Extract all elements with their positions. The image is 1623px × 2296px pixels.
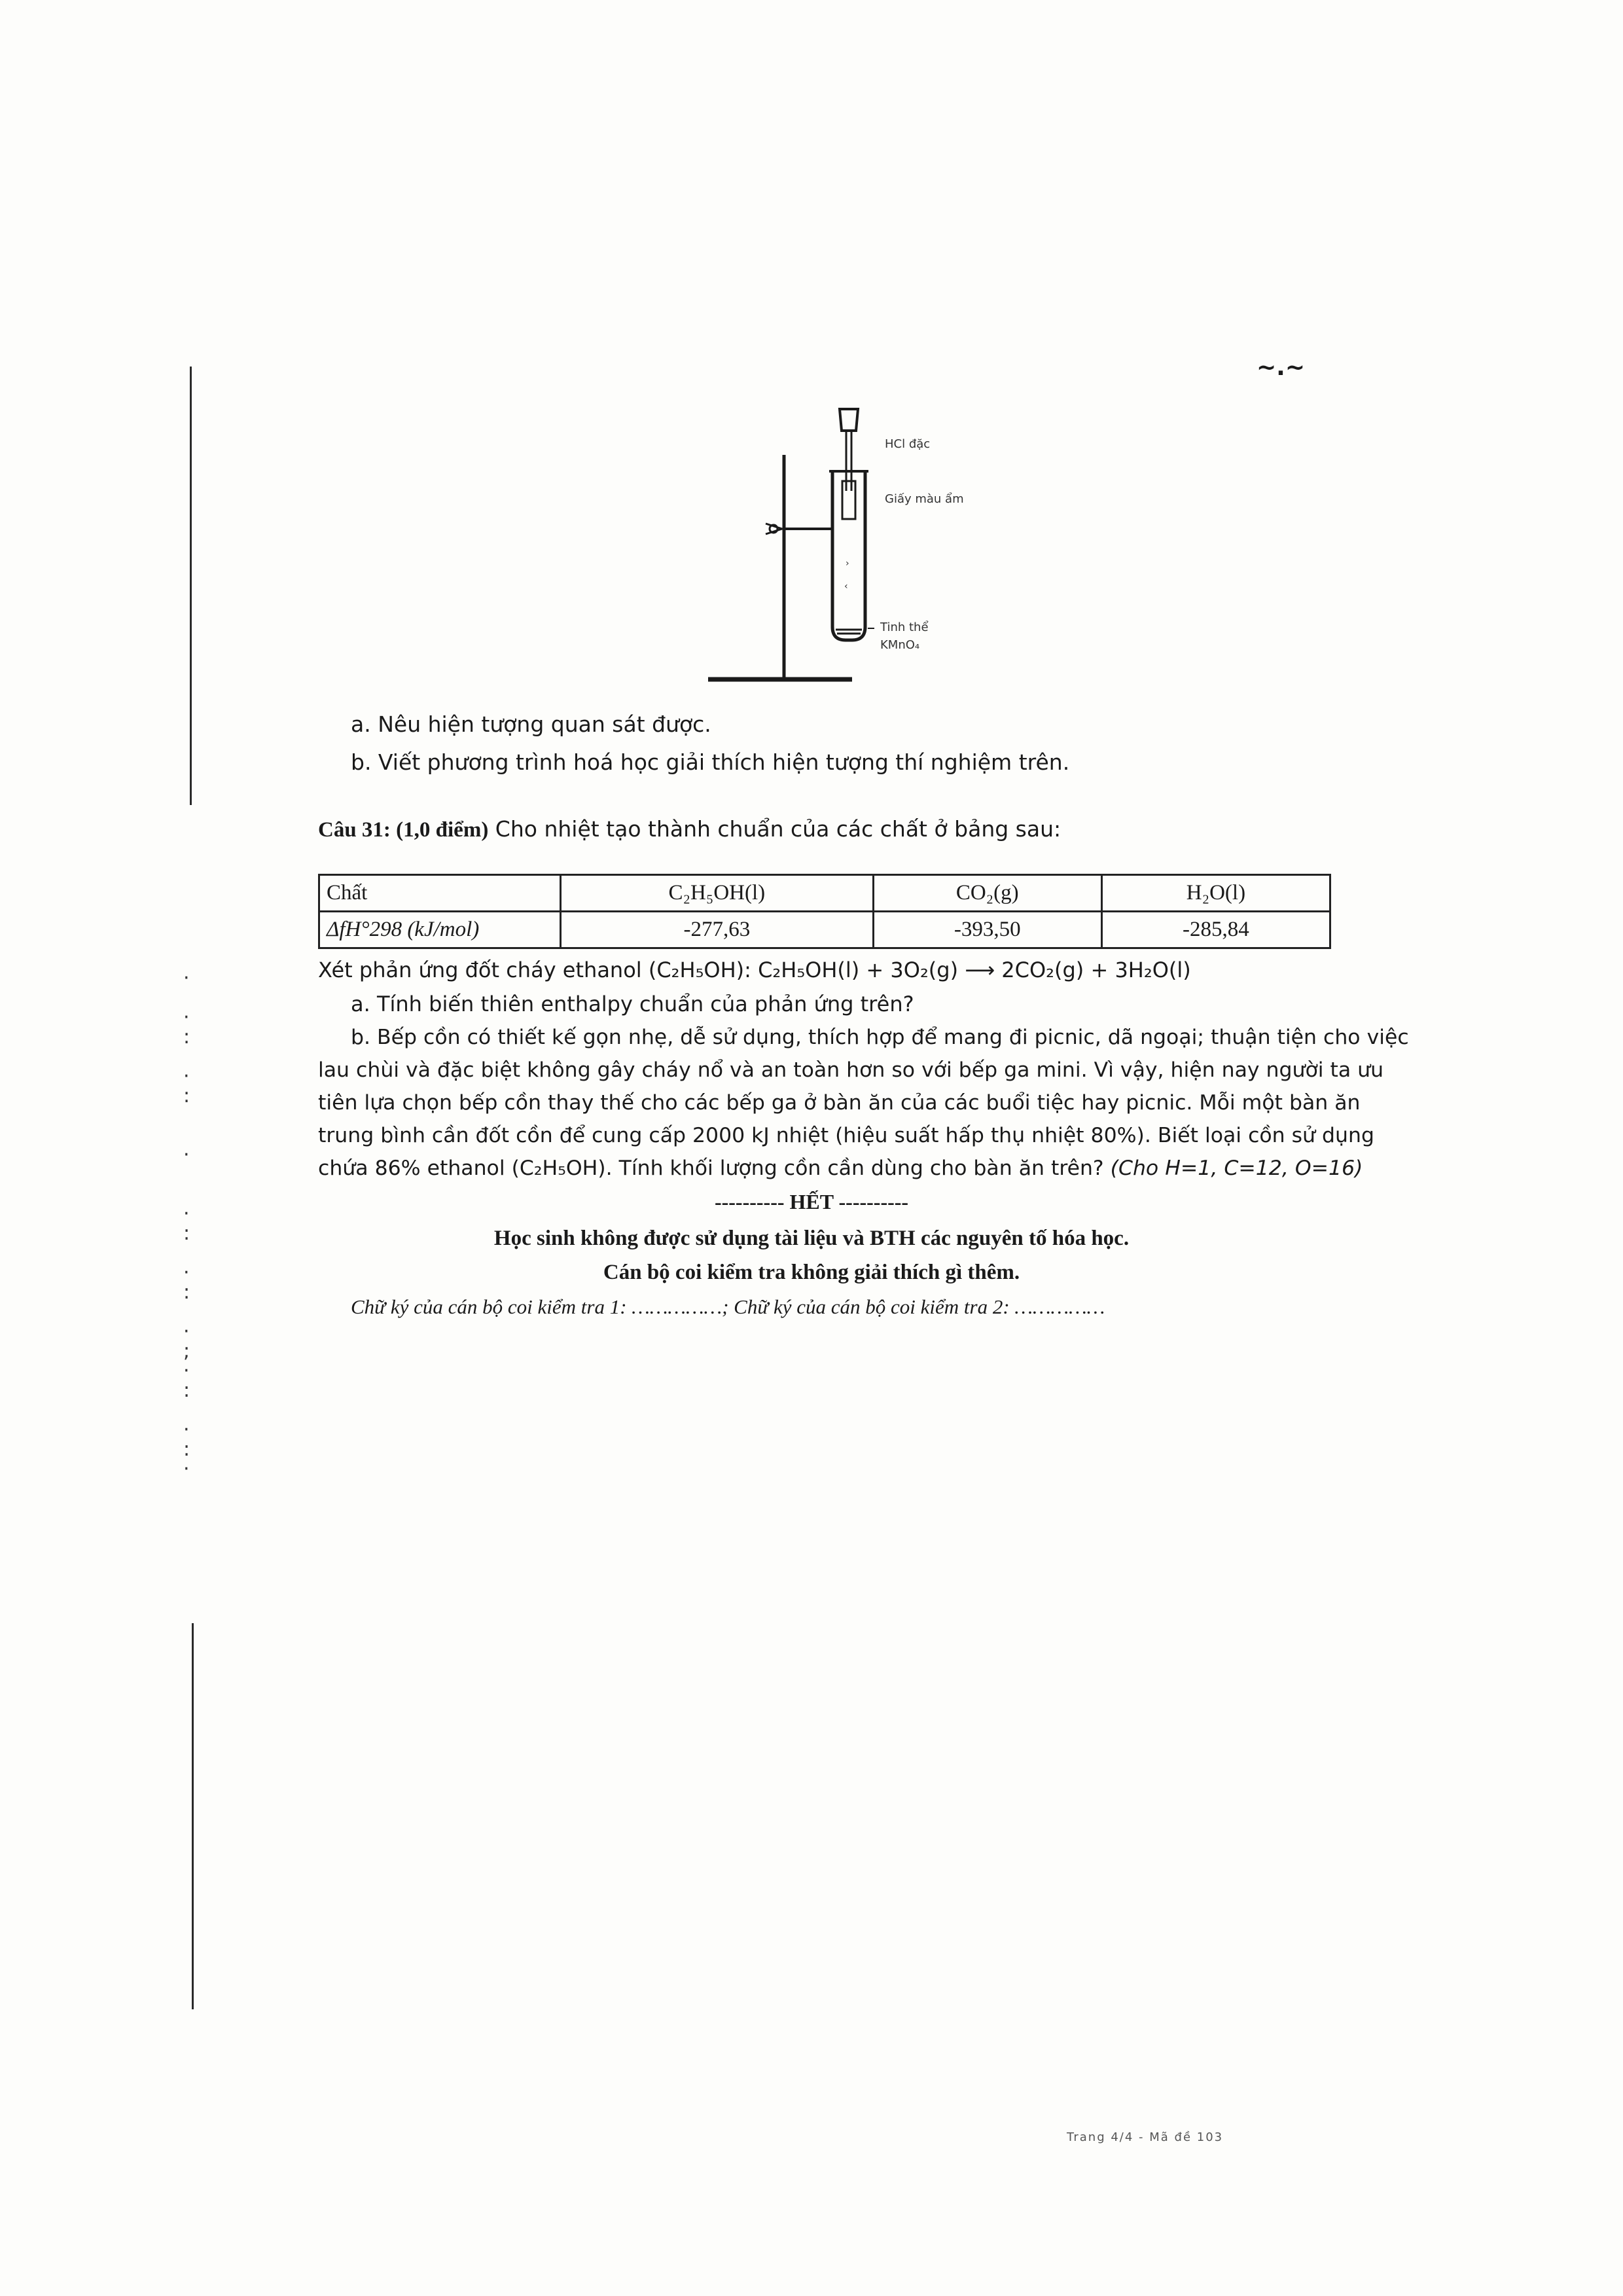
label-hcl: HCl đặc [885, 437, 931, 451]
table-cell: -285,84 [1101, 912, 1330, 948]
scan-edge-dots: · · : · : · · : · : · ; · : · : · [183, 967, 190, 1480]
table-header-cell: H₂O(l) [1101, 875, 1330, 912]
svg-text:‹: ‹ [844, 581, 848, 592]
q30-part-a: a. Nêu hiện tượng quan sát được. [351, 711, 711, 737]
apparatus-diagram [700, 399, 1054, 687]
reaction-equation: Xét phản ứng đốt cháy ethanol (C₂H₅OH): C₂H₅OH(l) + 3O₂(g) ⟶ 2CO₂(g) + 3H₂O(l) [318, 958, 1191, 982]
q31-part-b-line: trung bình cần đốt cồn để cung cấp 2000 kJ nhiệt (hiệu suất hấp thụ nhiệt 80%). Biết loại cồn sử dụng [318, 1124, 1374, 1147]
table-row [319, 875, 1330, 912]
q31-part-b-line: tiên lựa chọn bếp cồn thay thế cho các bếp ga ở bàn ăn của các buổi tiệc hay picnic. Mỗi một bàn ăn [318, 1091, 1361, 1115]
svg-text:›: › [846, 558, 849, 569]
end-marker: ---------- HẾT ---------- [714, 1190, 909, 1213]
table-header-cell: C₂H₅OH(l) [561, 875, 874, 912]
enthalpy-table [318, 874, 1331, 949]
table-header-cell: CO₂(g) [873, 875, 1101, 912]
q31-part-b-last-line [318, 1157, 1363, 1181]
scan-edge-line [192, 1623, 194, 2009]
q31-part-b-line: chứa 86% ethanol (C₂H₅OH). Tính khối lượng cồn cần dùng cho bàn ăn trên? [318, 1157, 1104, 1180]
table-row [319, 912, 1330, 948]
q31-part-a: a. Tính biến thiên enthalpy chuẩn của phản ứng trên? [351, 992, 914, 1016]
exam-note-2: Cán bộ coi kiểm tra không giải thích gì thêm. [603, 1261, 1020, 1284]
q31-heading: Câu 31: (1,0 điểm) [318, 818, 489, 842]
label-moist-paper: Giấy màu ẩm [885, 492, 964, 506]
table-header-cell: Chất [319, 875, 561, 912]
corner-mark: ~.~ [1257, 354, 1306, 381]
q31-part-b-line: lau chùi và đặc biệt không gây cháy nổ và an toàn hơn so với bếp ga mini. Vì vậy, hiện nay người ta ưu [318, 1058, 1384, 1082]
table-row-label: ΔfH°298 (kJ/mol) [319, 912, 561, 948]
q30-part-b: b. Viết phương trình hoá học giải thích hiện tượng thí nghiệm trên. [351, 749, 1070, 775]
table-cell: -393,50 [873, 912, 1101, 948]
q31-intro: Cho nhiệt tạo thành chuẩn của các chất ở bảng sau: [488, 816, 1061, 842]
q31-given-masses: (Cho H=1, C=12, O=16) [1103, 1157, 1363, 1180]
signature-line: Chữ ký của cán bộ coi kiểm tra 1: ……………; Chữ ký của cán bộ coi kiểm tra 2: …………… [351, 1295, 1105, 1318]
table-cell: -277,63 [561, 912, 874, 948]
page-info: Trang 4/4 - Mã đề 103 [1067, 2130, 1224, 2144]
q31-part-b-line: b. Bếp cồn có thiết kế gọn nhẹ, dễ sử dụng, thích hợp để mang đi picnic, dã ngoại; thuận tiện cho việc [351, 1026, 1409, 1049]
exam-note-1: Học sinh không được sử dụng tài liệu và BTH các nguyên tố hóa học. [493, 1227, 1130, 1250]
q31-heading-line [318, 816, 1061, 844]
label-kmno4: Tinh thể KMnO₄ [880, 620, 929, 652]
scan-edge-line [190, 367, 192, 805]
